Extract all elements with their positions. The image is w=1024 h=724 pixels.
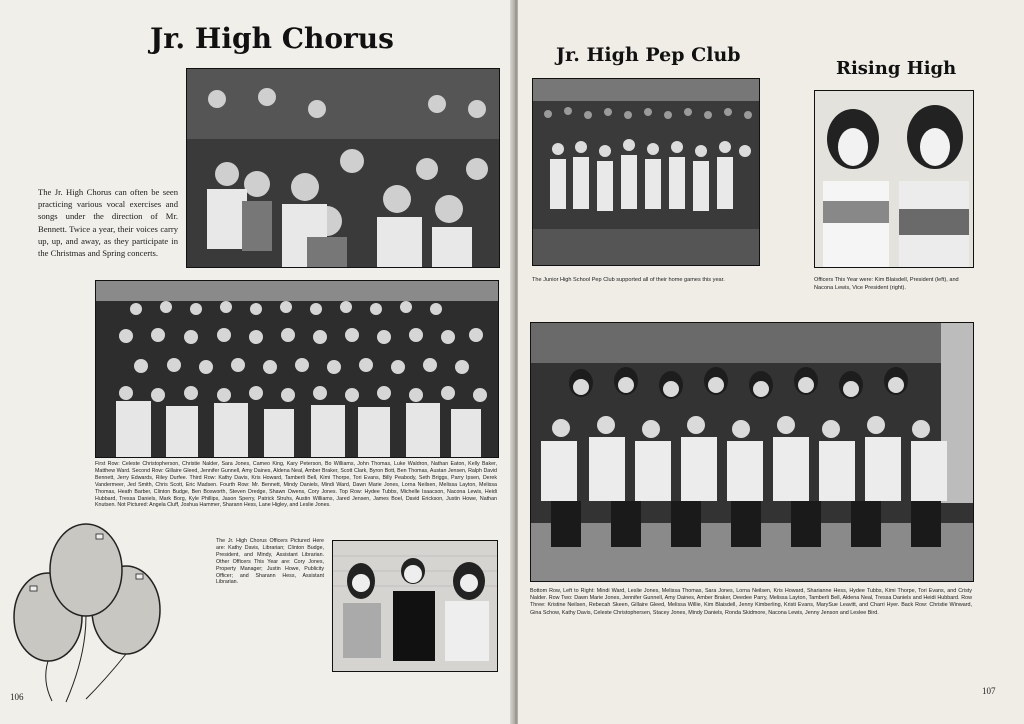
page-title-rising-high: Rising High (836, 58, 957, 79)
chorus-officers-photo (332, 540, 498, 672)
chorus-rehearsal-photo (186, 68, 500, 268)
page-number-left: 106 (10, 692, 24, 702)
rising-high-group-photo (530, 322, 974, 582)
page-title-chorus: Jr. High Chorus (150, 22, 394, 55)
pep-club-caption: The Junior High School Pep Club supported all of their home games this year. (532, 277, 725, 283)
chorus-group-caption: First Row: Celeste Christopherson, Christie Nalder, Sara Jones, Cameo King, Kary Peterson, Bo Williams, John Thomas, Luke Waldron, Nathan Eaton, Kelly Baker, Matthew Ward. Second Row: Gillaire Gleed, Jennifer Gunnell, Amy Daines, Aldena Neal, Amber Braker, Scott Clark, Byron Bott, Ben Thomas, Austan Jensen, Ralph David Bennett, Jerry Edwards, Riley Durfee. Third Row: Kathy Davis, Kris Howard, Tamberli Bell, Kimi Thorpe, Tori Evans, Billy Peabody, Seth Briggs, Parry Ipsen, Derek Vandermeer, Jed Smith, Chris Scott, Eric Madsen. Fourth Row: Mr. Bennett, Mindy Daniels, Mindi Ward, Dawn Marie Jones, Lorna Neilsen, Melissa Layton, Melissa Thomas, Heath Barber, Clinton Budge, Ben Bosworth, Steven Dredge, Shawn Owens, Cory Jones. Top Row: Hydee Tubbs, Michelle Isaacson, Nacona Lewis, Heidi Hubbard, Tressa Daniels, Mark Borg, Kyle Phillips, Jason Sperry, Patrick Struhs, Austin Williams, Jared Jensen, James Boel, David Erickson, Justin Howe, Nathan Knutsen. Not Pictured: Angela Cluff, Joshua Hammer, Sharann Hess, Lane Higley, and Leslie Jones. (95, 461, 497, 509)
page-number-right: 107 (982, 686, 996, 696)
rising-high-officers-photo (814, 90, 974, 268)
right-page (518, 0, 1024, 724)
pep-club-photo (532, 78, 760, 266)
balloons-drawing-icon (8, 512, 168, 712)
chorus-group-photo (95, 280, 499, 458)
rising-high-caption: Officers This Year were: Kim Blaisdell, President (left), and Nacona Lewis, Vice President (right). (814, 277, 959, 291)
chorus-officers-caption: The Jr. High Chorus Officers Pictured Here are: Kathy Davis, Librarian; Clinton Budge, President, and Mindy, Assistant Librarian. Other Officers This Year are: Cory Jones, Property Manager; Justin Howe, Publicity Officer; and Sharann Hess, Assistant Librarian. (216, 538, 324, 586)
page-title-pep-club: Jr. High Pep Club (556, 44, 741, 66)
chorus-intro-text: The Jr. High Chorus can often be seen practicing various vocal exercises and songs under the direction of Mr. Bennett. Twice a year, their voices carry up, up, and away, as they participate in the Christmas and Spring concerts. (38, 187, 178, 259)
rising-high-group-caption: Bottom Row, Left to Right: Mindi Ward, Leslie Jones, Melissa Thomas, Sara Jones, Lorna Neilsen, Kris Howard, Sharianne Hess, Hydee Tubbs, Kimi Thorpe, Tori Evans, and Cristy Nalder. Row Two: Dawn Marie Jones, Jennifer Gunnell, Amy Daines, Amber Braker, Deedee Parry, Melissa Layton, Tamberli Bell, Aldena Neal, Tressa Daniels and Heidi Hubbard. Row Three: Kristine Neilsen, Rebecah Skeen, Gillaire Gleed, Melissa Willie, Kim Blaisdell, Jenny Kimberling, Kristi Evans, MarySue Leavitt, and Charri Hyer. Back Row: Christie Winward, Gina Schow, Kathy Davis, Celeste Christophersen, Stacey Jones, Mindy Daniels, Ronda Skidmore, Nacona Lewis, Jenny Jenson and Leslee Bird. (530, 588, 972, 616)
